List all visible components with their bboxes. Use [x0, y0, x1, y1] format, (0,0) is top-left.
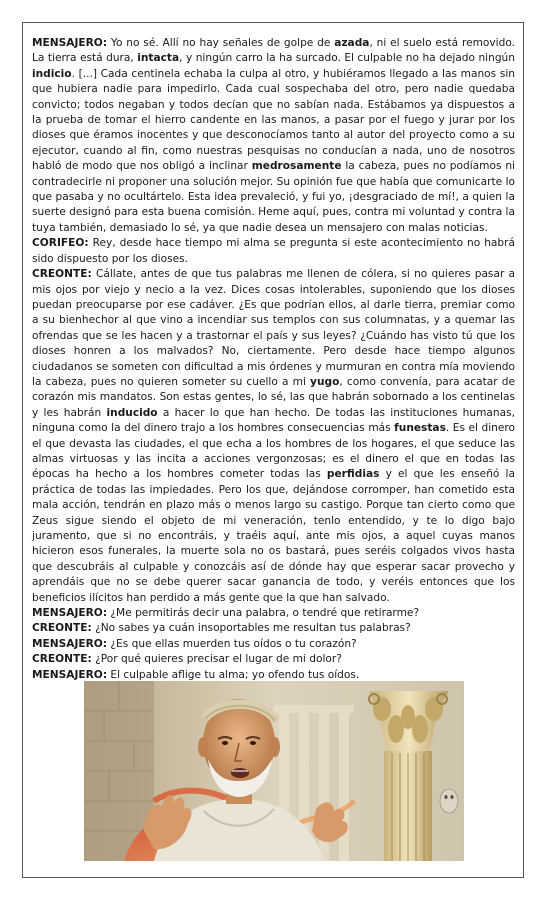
dialogue-line — [32, 621, 515, 636]
speech-text: . [...] Cada centinela echaba la culpa al otro, y hubiéramos llegado a las manos sin que hubiera nadie para impedirlo. Cada cual sospechaba del otro, pero nadie quedaba convicto; todos negaban y todos decían que no sabían nada. Estábamos ya dispuestos a la prueba de tomar el hierro candente en las manos, a pasar por el fuego y jurar por los dioses que éramos inocentes y que desconocíamos tanto al autor del proyecto como a su ejecutor, cuando al fin, como nuestras pesquisas no conducían a nada, uno de nosotros habló de modo que nos obligó a inclinar — [32, 67, 515, 173]
dialogue-line — [32, 652, 515, 667]
speech-text: ¿Me permitirás decir una palabra, o tendré que retirarme? — [107, 607, 420, 620]
speech-text: , ni el suelo está removido. La tierra está dura, — [32, 37, 515, 65]
speech-text: a hacer lo que han hecho. De todas las instituciones humanas, ninguna como la del dinero trajo a los hombres consecuencias más — [32, 406, 515, 435]
highlighted-word: yugo — [310, 375, 340, 388]
highlighted-word: perfidias — [326, 468, 380, 481]
speech-text: El culpable aflige tu alma; yo ofendo tus oídos. — [107, 668, 360, 681]
speech-text: y el que les enseñó la práctica de todas las impiedades. Pero los que, dejándose corromper, han cometido esta mala acción, tendrán en plazo más o menos largo su castigo. Porque tan cierto como que Zeus sigue siendo el objeto de mi veneración, tenlo entendido, y te lo digo bajo juramento, que si no encontráis, y traéis aquí, ante mis ojos, a aquel cuyas manos hicieron esos funerales, la muerte sola no os bastará, pues seréis colgados vivos hasta que descubráis al culpable y conozcáis así de dónde hay que esperar sacar provecho y aprendáis que no se debe querer sacar ganancia de todo, y veréis entonces que los beneficios ilícitos han perdido a más gente que la que han salvado. — [32, 468, 515, 604]
dialogue-line — [32, 36, 515, 236]
speech-text: ¿Es que ellas muerden tus oídos o tu corazón? — [107, 637, 357, 650]
speaker-name: MENSAJERO: — [32, 637, 108, 650]
speaker-name: CREONTE: — [32, 268, 92, 281]
highlighted-word: azada — [334, 37, 370, 49]
illustration-greek-man-with-columns — [84, 681, 464, 861]
speech-text: Cállate, antes de que tus palabras me llenen de cólera, si no quieres pasar a mis ojos por viejo y necio a la vez. Dices cosas intolerables, suponiendo que los dioses puedan preocuparse por ese cadáver. ¿Es que podrían ellos, al darle tierra, premiar como a su bienhechor al que vino a incendiar sus templos con sus columnatas, y a quemar las ofrendas que se les hacen y a trastornar el país y sus leyes? ¿Cuándo has visto tú que los dioses honren a los malvados? No, ciertamente. Pero desde hace tiempo algunos ciudadanos se someten con dificultad a mis órdenes y murmuran en contra mía moviendo la cabeza, pues no quieren someter su cuello a mi — [32, 268, 515, 388]
dialogue-line — [32, 637, 515, 652]
speech-text: ¿No sabes ya cuán insoportables me resultan tus palabras? — [91, 622, 411, 635]
highlighted-word: funestas — [394, 422, 446, 435]
dialogue-line — [32, 267, 515, 606]
speech-text: , y ningún carro la ha surcado. El culpable no ha dejado ningún — [179, 52, 515, 65]
speech-text: Rey, desde hace tiempo mi alma se pregunta si este acontecimiento no habrá sido dispuesto por los dioses. — [32, 237, 515, 265]
speech-text: ¿Por qué quieres precisar el lugar de mi dolor? — [91, 653, 342, 666]
speech-text: , como convenía, para acatar de corazón mis mandatos. Son estas gentes, lo sé, las que habrán sobornado a los centinelas y les habrán — [32, 375, 515, 419]
speaker-name: MENSAJERO: — [32, 668, 108, 681]
speech-text: la cabeza, pues no podíamos ni contradecirle ni proponer una solución mejor. Su opinión fue que había que comunicarte lo que pasaba y no ocultártelo. Esta idea prevaleció, y fui yo, ¡desgraciado de mí!, a quien la suerte designó para esta buena comisión. Heme aquí, pues, contra mi voluntad y contra la tuya también, demasiado lo sé, ya que nadie desea un mensajero con malas noticias. — [32, 160, 515, 234]
highlighted-word: indicio — [32, 67, 72, 80]
speaker-name: CREONTE: — [32, 653, 92, 666]
speech-text: Yo no sé. Allí no hay señales de golpe de — [107, 37, 335, 49]
highlighted-word: medrosamente — [251, 160, 342, 173]
dialogue-line — [32, 606, 515, 621]
speaker-name: MENSAJERO: — [32, 37, 108, 49]
speaker-name: MENSAJERO: — [32, 607, 108, 620]
illustration-graphic — [84, 681, 464, 861]
highlighted-word: inducido — [106, 406, 158, 419]
speaker-name: CREONTE: — [32, 622, 92, 635]
highlighted-word: intacta — [137, 52, 180, 65]
dialogue-line — [32, 236, 515, 267]
dialogue-text — [32, 36, 515, 683]
speaker-name: CORIFEO: — [32, 237, 89, 250]
speech-text: . Es el dinero el que devasta las ciudades, el que echa a los hombres de los hogares, el que seduce las almas virtuosas y las incita a acciones vergonzosas; es el dinero el que en todas las épocas ha hecho a los hombres cometer todas las — [32, 422, 515, 481]
